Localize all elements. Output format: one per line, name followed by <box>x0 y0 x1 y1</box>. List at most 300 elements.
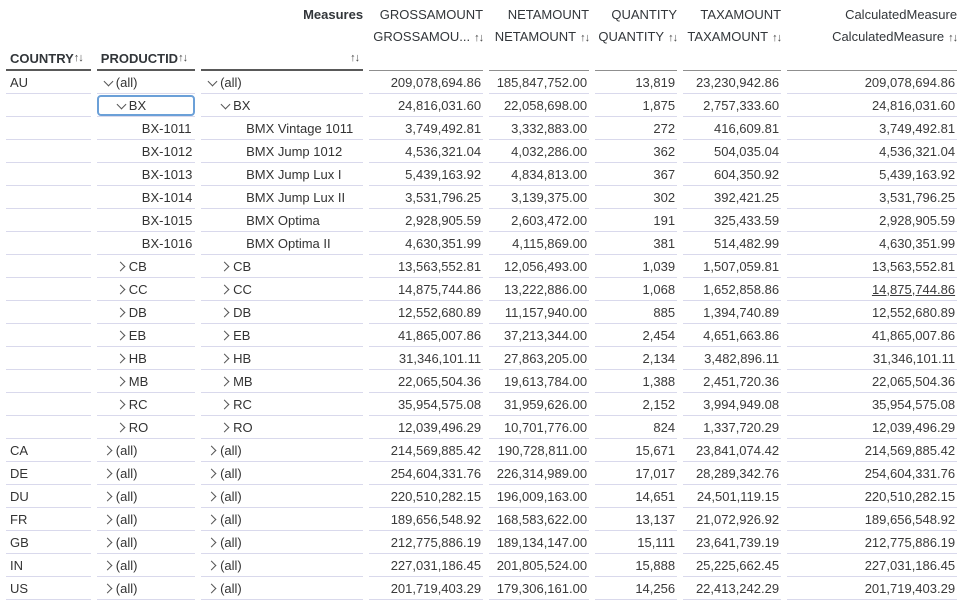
netamount-value: 10,701,776.00 <box>503 419 588 435</box>
quantity-cell[interactable] <box>595 232 677 255</box>
chevron-icon[interactable] <box>233 237 246 250</box>
grossamount-cell[interactable] <box>369 255 483 278</box>
netamount-cell[interactable] <box>489 416 589 439</box>
productid-cell[interactable] <box>97 577 195 600</box>
productid-label: BX-1014 <box>141 189 193 205</box>
country-cell[interactable] <box>6 301 91 324</box>
grossamount-cell[interactable] <box>369 577 483 600</box>
productid-cell[interactable] <box>97 94 195 117</box>
netamount-cell[interactable] <box>489 94 589 117</box>
productid-cell[interactable] <box>97 163 195 186</box>
netamount-cell[interactable] <box>489 508 589 531</box>
chevron-icon[interactable] <box>103 513 116 526</box>
calculatedmeasure-cell[interactable] <box>787 577 957 600</box>
netamount-cell[interactable] <box>489 278 589 301</box>
calculatedmeasure-cell[interactable] <box>787 508 957 531</box>
grossamount-cell[interactable] <box>369 416 483 439</box>
calculatedmeasure-cell[interactable] <box>787 416 957 439</box>
productid-cell[interactable] <box>97 71 195 94</box>
quantity-cell[interactable] <box>595 462 677 485</box>
netamount-cell[interactable] <box>489 370 589 393</box>
country-cell[interactable] <box>6 554 91 577</box>
chevron-icon[interactable] <box>116 375 129 388</box>
grossamount-cell[interactable] <box>369 140 483 163</box>
taxamount-value: 25,225,662.45 <box>695 557 780 573</box>
sort-icon[interactable]: ↑↓ <box>668 31 678 44</box>
quantity-cell[interactable] <box>595 485 677 508</box>
productid-cell[interactable] <box>97 255 195 278</box>
netamount-value: 2,603,472.00 <box>511 212 588 228</box>
grossamount-value: 189,656,548.92 <box>390 511 482 527</box>
taxamount-value: 3,482,896.11 <box>704 350 780 366</box>
quantity-cell[interactable] <box>595 117 677 140</box>
grossamount-cell[interactable] <box>369 163 483 186</box>
quantity-cell[interactable] <box>595 140 677 163</box>
calculatedmeasure-cell[interactable] <box>787 186 957 209</box>
table-row <box>6 301 957 324</box>
taxamount-cell[interactable] <box>683 255 781 278</box>
quantity-cell[interactable] <box>595 577 677 600</box>
netamount-cell[interactable] <box>489 140 589 163</box>
country-label <box>6 121 10 136</box>
chevron-icon[interactable] <box>129 214 142 227</box>
productid-cell[interactable] <box>97 324 195 347</box>
quantity-cell[interactable] <box>595 94 677 117</box>
product-name-cell[interactable] <box>201 186 363 209</box>
quantity-cell[interactable] <box>595 324 677 347</box>
table-row <box>6 485 957 508</box>
chevron-icon[interactable] <box>220 375 233 388</box>
chevron-icon[interactable] <box>233 168 246 181</box>
chevron-icon[interactable] <box>129 122 142 135</box>
productid-cell[interactable] <box>97 301 195 324</box>
productid-header-label: PRODUCTID <box>100 50 179 66</box>
column-header-taxamount[interactable]: TAXAMOUNT ↑↓ <box>687 28 782 44</box>
chevron-icon[interactable] <box>116 352 129 365</box>
taxamount-cell[interactable] <box>683 462 781 485</box>
product-name-cell[interactable] <box>201 117 363 140</box>
quantity-cell[interactable] <box>595 301 677 324</box>
grossamount-cell[interactable] <box>369 393 483 416</box>
chevron-icon[interactable] <box>207 513 220 526</box>
productid-cell[interactable] <box>97 209 195 232</box>
taxamount-cell[interactable] <box>683 508 781 531</box>
netamount-cell[interactable] <box>489 554 589 577</box>
taxamount-cell[interactable] <box>683 577 781 600</box>
product-name-cell[interactable] <box>201 370 363 393</box>
country-cell[interactable] <box>6 462 91 485</box>
quantity-cell[interactable] <box>595 370 677 393</box>
netamount-cell[interactable] <box>489 347 589 370</box>
sort-icon[interactable]: ↑↓ <box>580 31 590 44</box>
calculatedmeasure-cell[interactable] <box>787 531 957 554</box>
quantity-value: 272 <box>653 120 676 136</box>
taxamount-cell[interactable] <box>683 531 781 554</box>
chevron-icon[interactable] <box>207 536 220 549</box>
grossamount-cell[interactable] <box>369 347 483 370</box>
chevron-icon[interactable] <box>116 306 129 319</box>
taxamount-cell[interactable] <box>683 347 781 370</box>
taxamount-cell[interactable] <box>683 140 781 163</box>
calculatedmeasure-cell[interactable] <box>787 324 957 347</box>
taxamount-cell[interactable] <box>683 370 781 393</box>
taxamount-cell[interactable] <box>683 232 781 255</box>
productid-cell[interactable] <box>97 485 195 508</box>
measure-member-grossamount[interactable]: GROSSAMOUNT <box>379 6 484 22</box>
grossamount-cell[interactable] <box>369 209 483 232</box>
sort-icon[interactable]: ↑↓ <box>73 52 83 64</box>
product-name-cell[interactable] <box>201 462 363 485</box>
chevron-icon[interactable] <box>116 421 129 434</box>
chevron-icon[interactable] <box>233 122 246 135</box>
product-name-cell[interactable] <box>201 94 363 117</box>
chevron-icon[interactable] <box>220 421 233 434</box>
netamount-cell[interactable] <box>489 71 589 94</box>
calculatedmeasure-cell[interactable] <box>787 554 957 577</box>
quantity-value: 15,671 <box>635 442 676 458</box>
netamount-cell[interactable] <box>489 163 589 186</box>
grossamount-cell[interactable] <box>369 301 483 324</box>
product-name-label: (all) <box>220 511 242 527</box>
country-label: CA <box>10 442 29 458</box>
column-header-product-description[interactable] <box>201 47 363 71</box>
calculatedmeasure-cell[interactable] <box>787 117 957 140</box>
netamount-cell[interactable] <box>489 209 589 232</box>
product-name-cell[interactable] <box>201 577 363 600</box>
productid-cell[interactable] <box>97 554 195 577</box>
product-name-cell[interactable] <box>201 324 363 347</box>
calculatedmeasure-cell[interactable] <box>787 94 957 117</box>
calculatedmeasure-cell[interactable] <box>787 163 957 186</box>
quantity-cell[interactable] <box>595 508 677 531</box>
quantity-value: 302 <box>653 189 676 205</box>
netamount-cell[interactable] <box>489 531 589 554</box>
grossamount-cell[interactable] <box>369 439 483 462</box>
quantity-cell[interactable] <box>595 278 677 301</box>
product-name-cell[interactable] <box>201 278 363 301</box>
country-cell[interactable] <box>6 508 91 531</box>
column-header-productid[interactable] <box>97 47 195 71</box>
calculatedmeasure-value: 35,954,575.08 <box>871 396 956 412</box>
table-row <box>6 416 957 439</box>
country-label <box>6 282 10 297</box>
taxamount-cell[interactable] <box>683 163 781 186</box>
product-name-cell[interactable] <box>201 347 363 370</box>
measure-member-row <box>6 3 957 25</box>
netamount-cell[interactable] <box>489 324 589 347</box>
calculatedmeasure-cell[interactable] <box>787 232 957 255</box>
chevron-icon[interactable] <box>207 582 220 595</box>
chevron-icon[interactable] <box>116 260 129 273</box>
chevron-icon[interactable] <box>207 444 220 457</box>
product-name-cell[interactable] <box>201 209 363 232</box>
column-header-quantity[interactable]: QUANTITY ↑↓ <box>598 28 678 44</box>
chevron-icon[interactable] <box>116 329 129 342</box>
country-cell[interactable] <box>6 347 91 370</box>
quantity-cell[interactable] <box>595 186 677 209</box>
country-cell[interactable] <box>6 370 91 393</box>
country-label <box>6 236 10 251</box>
country-cell[interactable] <box>6 278 91 301</box>
productid-cell[interactable] <box>97 278 195 301</box>
chevron-icon[interactable] <box>103 490 116 503</box>
taxamount-cell[interactable] <box>683 209 781 232</box>
taxamount-cell[interactable] <box>683 324 781 347</box>
grossamount-value: 214,569,885.42 <box>390 442 482 458</box>
country-cell[interactable] <box>6 485 91 508</box>
chevron-icon[interactable] <box>207 490 220 503</box>
taxamount-cell[interactable] <box>683 186 781 209</box>
chevron-icon[interactable] <box>220 398 233 411</box>
chevron-icon[interactable] <box>233 214 246 227</box>
productid-cell[interactable] <box>97 186 195 209</box>
netamount-cell[interactable] <box>489 439 589 462</box>
grossamount-cell[interactable] <box>369 508 483 531</box>
product-name-label: DB <box>233 304 252 320</box>
calculatedmeasure-cell[interactable] <box>787 347 957 370</box>
quantity-cell[interactable] <box>595 554 677 577</box>
sort-icon[interactable]: ↑↓ <box>178 52 188 64</box>
grossamount-cell[interactable] <box>369 485 483 508</box>
netamount-cell[interactable] <box>489 255 589 278</box>
measure-member-netamount[interactable]: NETAMOUNT <box>507 6 590 22</box>
country-label: AU <box>10 74 29 90</box>
chevron-icon[interactable] <box>233 145 246 158</box>
calculatedmeasure-cell[interactable] <box>787 462 957 485</box>
table-row <box>6 554 957 577</box>
calculatedmeasure-cell[interactable] <box>787 255 957 278</box>
grossamount-cell[interactable] <box>369 71 483 94</box>
quantity-cell[interactable] <box>595 163 677 186</box>
taxamount-cell[interactable] <box>683 554 781 577</box>
chevron-icon[interactable] <box>220 352 233 365</box>
product-name-cell[interactable] <box>201 416 363 439</box>
chevron-icon[interactable] <box>129 145 142 158</box>
quantity-cell[interactable] <box>595 393 677 416</box>
country-cell[interactable] <box>6 186 91 209</box>
netamount-cell[interactable] <box>489 485 589 508</box>
chevron-icon[interactable] <box>103 536 116 549</box>
chevron-icon[interactable] <box>116 99 129 112</box>
calculatedmeasure-cell[interactable] <box>787 485 957 508</box>
measures-dimension-header[interactable] <box>201 3 363 25</box>
country-cell[interactable] <box>6 232 91 255</box>
table-row <box>6 577 957 600</box>
quantity-cell[interactable] <box>595 416 677 439</box>
measure-member-calculatedmeasure[interactable]: CalculatedMeasure <box>845 6 958 22</box>
product-name-cell[interactable] <box>201 554 363 577</box>
grossamount-cell[interactable] <box>369 278 483 301</box>
measure-member-taxamount[interactable]: TAXAMOUNT <box>700 6 782 22</box>
productid-cell[interactable] <box>97 347 195 370</box>
quantity-cell[interactable] <box>595 71 677 94</box>
chevron-icon[interactable] <box>220 306 233 319</box>
product-name-cell[interactable] <box>201 531 363 554</box>
product-name-cell[interactable] <box>201 140 363 163</box>
product-name-label: RO <box>233 419 253 435</box>
column-header-calculatedmeasure[interactable]: CalculatedMeasure ↑↓ <box>832 28 958 44</box>
country-cell[interactable] <box>6 140 91 163</box>
product-name-cell[interactable] <box>201 232 363 255</box>
taxamount-cell[interactable] <box>683 278 781 301</box>
netamount-cell[interactable] <box>489 186 589 209</box>
productid-cell[interactable] <box>97 370 195 393</box>
chevron-icon[interactable] <box>220 329 233 342</box>
country-cell[interactable] <box>6 531 91 554</box>
chevron-icon[interactable] <box>103 76 116 89</box>
netamount-cell[interactable] <box>489 577 589 600</box>
spacer-cell <box>97 3 195 25</box>
grossamount-cell[interactable] <box>369 554 483 577</box>
country-cell[interactable] <box>6 71 91 94</box>
taxamount-cell[interactable] <box>683 485 781 508</box>
chevron-icon[interactable] <box>220 260 233 273</box>
productid-cell[interactable] <box>97 508 195 531</box>
product-name-cell[interactable] <box>201 163 363 186</box>
calculatedmeasure-cell[interactable] <box>787 393 957 416</box>
productid-cell[interactable] <box>97 439 195 462</box>
country-label <box>6 144 10 159</box>
sort-icon[interactable]: ↑↓ <box>948 31 958 44</box>
quantity-cell[interactable] <box>595 347 677 370</box>
chevron-icon[interactable] <box>207 467 220 480</box>
netamount-cell[interactable] <box>489 301 589 324</box>
chevron-icon[interactable] <box>116 283 129 296</box>
calculatedmeasure-cell[interactable] <box>787 71 957 94</box>
productid-cell[interactable] <box>97 462 195 485</box>
country-cell[interactable] <box>6 209 91 232</box>
taxamount-cell[interactable] <box>683 117 781 140</box>
chevron-icon[interactable] <box>103 582 116 595</box>
chevron-icon[interactable] <box>207 76 220 89</box>
taxamount-cell[interactable] <box>683 301 781 324</box>
grossamount-cell[interactable] <box>369 186 483 209</box>
quantity-cell[interactable] <box>595 439 677 462</box>
productid-cell[interactable] <box>97 232 195 255</box>
productid-cell[interactable] <box>97 117 195 140</box>
product-name-label: RC <box>233 396 252 412</box>
chevron-icon[interactable] <box>129 191 142 204</box>
country-cell[interactable] <box>6 577 91 600</box>
chevron-icon[interactable] <box>103 444 116 457</box>
spacer-cell <box>97 25 195 47</box>
calculatedmeasure-value: 4,536,321.04 <box>879 143 956 159</box>
table-row <box>6 117 957 140</box>
calculatedmeasure-cell[interactable] <box>787 278 957 301</box>
productid-cell[interactable] <box>97 531 195 554</box>
product-name-cell[interactable] <box>201 393 363 416</box>
chevron-icon[interactable] <box>207 559 220 572</box>
grossamount-cell[interactable] <box>369 531 483 554</box>
chevron-icon[interactable] <box>103 559 116 572</box>
column-header-grossamount[interactable]: GROSSAMOU... ↑↓ <box>373 28 484 44</box>
product-name-label: BMX Optima <box>246 212 320 228</box>
grossamount-value: 201,719,403.29 <box>390 580 482 596</box>
table-row <box>6 94 957 117</box>
chevron-icon[interactable] <box>220 283 233 296</box>
sort-icon[interactable]: ↑↓ <box>350 52 360 64</box>
quantity-cell[interactable] <box>595 255 677 278</box>
product-name-cell[interactable] <box>201 508 363 531</box>
productid-label: (all) <box>115 557 138 573</box>
taxamount-cell[interactable] <box>683 71 781 94</box>
taxamount-value: 28,289,342.76 <box>695 465 780 481</box>
grossamount-cell[interactable] <box>369 117 483 140</box>
productid-label: RO <box>128 419 149 435</box>
country-cell[interactable] <box>6 163 91 186</box>
calculatedmeasure-cell[interactable] <box>787 439 957 462</box>
country-cell[interactable] <box>6 324 91 347</box>
productid-cell[interactable] <box>97 416 195 439</box>
taxamount-cell[interactable] <box>683 416 781 439</box>
chevron-icon[interactable] <box>103 467 116 480</box>
calculatedmeasure-cell[interactable] <box>787 140 957 163</box>
country-cell[interactable] <box>6 439 91 462</box>
calculatedmeasure-cell[interactable] <box>787 301 957 324</box>
calculatedmeasure-cell[interactable] <box>787 209 957 232</box>
column-header-netamount[interactable]: NETAMOUNT ↑↓ <box>494 28 590 44</box>
netamount-cell[interactable] <box>489 117 589 140</box>
product-name-cell[interactable] <box>201 439 363 462</box>
country-cell[interactable] <box>6 94 91 117</box>
product-name-cell[interactable] <box>201 255 363 278</box>
product-name-label: (all) <box>220 488 242 504</box>
taxamount-cell[interactable] <box>683 393 781 416</box>
sort-icon[interactable]: ↑↓ <box>772 31 782 44</box>
product-name-cell[interactable] <box>201 71 363 94</box>
product-name-cell[interactable] <box>201 485 363 508</box>
grossamount-cell[interactable] <box>369 232 483 255</box>
grossamount-value: 14,875,744.86 <box>397 281 482 297</box>
grossamount-cell[interactable] <box>369 94 483 117</box>
product-name-cell[interactable] <box>201 301 363 324</box>
country-cell[interactable] <box>6 393 91 416</box>
quantity-cell[interactable] <box>595 531 677 554</box>
product-name-label: (all) <box>220 442 242 458</box>
netamount-cell[interactable] <box>489 462 589 485</box>
chevron-icon[interactable] <box>129 237 142 250</box>
netamount-value: 185,847,752.00 <box>496 74 588 90</box>
productid-label: BX-1013 <box>141 166 193 182</box>
chevron-icon[interactable] <box>116 398 129 411</box>
sort-icon[interactable]: ↑↓ <box>474 31 484 44</box>
productid-cell[interactable] <box>97 393 195 416</box>
country-cell[interactable] <box>6 117 91 140</box>
taxamount-cell[interactable] <box>683 439 781 462</box>
column-header-country[interactable] <box>6 47 91 71</box>
productid-cell[interactable] <box>97 140 195 163</box>
productid-label: BX-1015 <box>141 212 193 228</box>
chevron-icon[interactable] <box>220 99 233 112</box>
chevron-icon[interactable] <box>129 168 142 181</box>
grossamount-value: 24,816,031.60 <box>397 97 482 113</box>
product-name-label: BMX Vintage 1011 <box>246 120 354 136</box>
country-cell[interactable] <box>6 255 91 278</box>
taxamount-cell[interactable] <box>683 94 781 117</box>
productid-label: (all) <box>115 580 138 596</box>
country-cell[interactable] <box>6 416 91 439</box>
netamount-cell[interactable] <box>489 393 589 416</box>
quantity-cell[interactable] <box>595 209 677 232</box>
grossamount-cell[interactable] <box>369 462 483 485</box>
grossamount-cell[interactable] <box>369 370 483 393</box>
measure-member-quantity[interactable]: QUANTITY <box>611 6 678 22</box>
chevron-icon[interactable] <box>233 191 246 204</box>
grossamount-cell[interactable] <box>369 324 483 347</box>
country-label: FR <box>10 511 28 527</box>
netamount-cell[interactable] <box>489 232 589 255</box>
calculatedmeasure-cell[interactable] <box>787 370 957 393</box>
